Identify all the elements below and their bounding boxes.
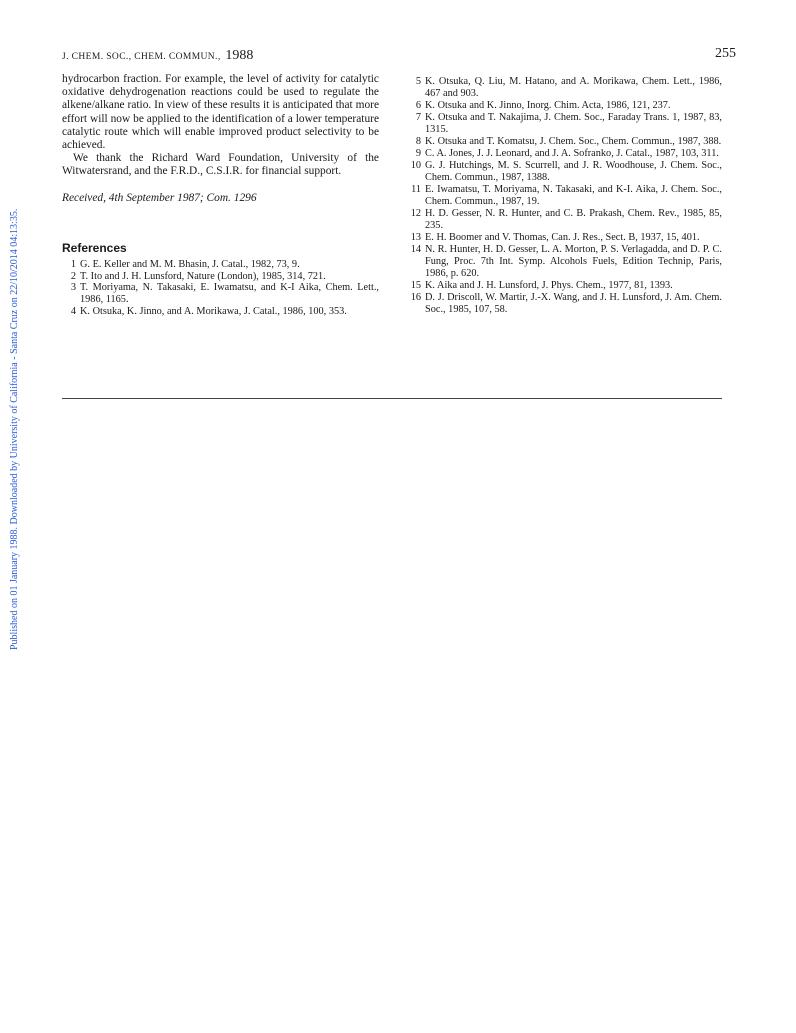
reference-text: T. Moriyama, N. Takasaki, E. Iwamatsu, and K-I Aika, Chem. Lett., 1986, 1165. — [80, 282, 379, 305]
reference-text: K. Otsuka, K. Jinno, and A. Morikawa, J. Catal., 1986, 100, 353. — [80, 305, 347, 317]
journal-year: 1988 — [225, 48, 254, 63]
reference-item — [407, 160, 722, 183]
download-watermark: Published on 01 January 1988. Downloaded by University of California - Santa Cruz on 22/10/2014 04:13:35. — [9, 208, 20, 650]
reference-number: 15 — [410, 279, 421, 291]
reference-number: 12 — [410, 208, 421, 220]
reference-number: 3 — [70, 282, 76, 294]
reference-text: E. H. Boomer and V. Thomas, Can. J. Res., Sect. B, 1937, 15, 401. — [425, 232, 700, 244]
reference-item — [407, 244, 722, 279]
references-heading: References — [62, 240, 127, 255]
reference-item — [62, 306, 379, 318]
acknowledgement-paragraph: We thank the Richard Ward Foundation, University of the Witwatersrand, and the F.R.D., C.S.I.R. for financial support. — [62, 152, 379, 178]
reference-item — [407, 76, 722, 99]
reference-item — [62, 282, 379, 305]
reference-text: K. Otsuka and K. Jinno, Inorg. Chim. Acta, 1986, 121, 237. — [425, 99, 671, 111]
reference-item — [407, 280, 722, 292]
reference-number: 16 — [410, 292, 421, 304]
reference-number: 4 — [70, 305, 76, 317]
page-number: 255 — [715, 46, 736, 61]
running-header — [62, 48, 253, 64]
reference-text: K. Otsuka and T. Komatsu, J. Chem. Soc., Chem. Commun., 1987, 388. — [425, 136, 722, 148]
reference-item — [62, 259, 379, 271]
reference-number: 11 — [411, 184, 421, 196]
reference-text: H. D. Gesser, N. R. Hunter, and C. B. Prakash, Chem. Rev., 1985, 85, 235. — [425, 208, 722, 231]
reference-text: N. R. Hunter, H. D. Gesser, L. A. Morton, P. S. Verlagadda, and D. P. C. Fung, Proc. 7th Int. Symp. Alcohols Fuels, Edition Technip, Paris, 1986, p. 620. — [425, 244, 722, 279]
reference-number: 13 — [410, 232, 421, 244]
reference-text: K. Otsuka, Q. Liu, M. Hatano, and A. Morikawa, Chem. Lett., 1986, 467 and 903. — [425, 76, 722, 99]
reference-number: 5 — [415, 76, 421, 87]
reference-number: 9 — [415, 148, 421, 160]
reference-item — [407, 232, 722, 244]
reference-text: G. J. Hutchings, M. S. Scurrell, and J. R. Woodhouse, J. Chem. Soc., Chem. Commun., 1987, 1388. — [425, 160, 722, 184]
left-column — [62, 73, 379, 317]
reference-text: C. A. Jones, J. J. Leonard, and J. A. Sofranko, J. Catal., 1987, 103, 311. — [425, 148, 719, 160]
reference-number: 2 — [70, 270, 76, 282]
reference-item — [407, 292, 722, 315]
reference-item — [407, 208, 722, 231]
reference-text: K. Otsuka and T. Nakajima, J. Chem. Soc., Faraday Trans. 1, 1987, 83, 1315. — [425, 112, 722, 135]
reference-item — [62, 271, 379, 283]
footer-rule — [62, 398, 722, 399]
reference-text: E. Iwamatsu, T. Moriyama, N. Takasaki, and K-I. Aika, J. Chem. Soc., Chem. Commun., 1987, 19. — [425, 184, 722, 208]
reference-number: 14 — [410, 244, 421, 256]
reference-number: 10 — [410, 160, 421, 172]
reference-text: K. Aika and J. H. Lunsford, J. Phys. Chem., 1977, 81, 1393. — [425, 279, 673, 291]
received-line: Received, 4th September 1987; Com. 1296 — [62, 191, 257, 204]
reference-number: 1 — [70, 258, 76, 270]
journal-name: J. CHEM. SOC., CHEM. COMMUN., — [62, 52, 221, 62]
reference-text: G. E. Keller and M. M. Bhasin, J. Catal., 1982, 73, 9. — [80, 258, 300, 270]
reference-item — [407, 112, 722, 135]
reference-text: D. J. Driscoll, W. Martir, J.-X. Wang, and J. H. Lunsford, J. Am. Chem. Soc., 1985, 107, 58. — [425, 292, 722, 315]
reference-item — [407, 148, 722, 160]
reference-number: 6 — [415, 99, 421, 111]
right-column — [407, 76, 722, 316]
reference-list-left — [62, 259, 379, 318]
reference-item — [407, 136, 722, 148]
reference-item — [407, 100, 722, 112]
reference-item — [407, 184, 722, 207]
body-paragraph: hydrocarbon fraction. For example, the level of activity for catalytic oxidative dehydrogenation reactions could be used to regulate the alkene/alkane ratio. In view of these results it is anticipated that more effort will now be applied to the identification of a lower temperature catalytic route which will enable improved product selectivity to be achieved. — [62, 73, 379, 152]
reference-number: 7 — [415, 112, 421, 124]
reference-number: 8 — [415, 136, 421, 148]
reference-text: T. Ito and J. H. Lunsford, Nature (London), 1985, 314, 721. — [80, 270, 326, 282]
